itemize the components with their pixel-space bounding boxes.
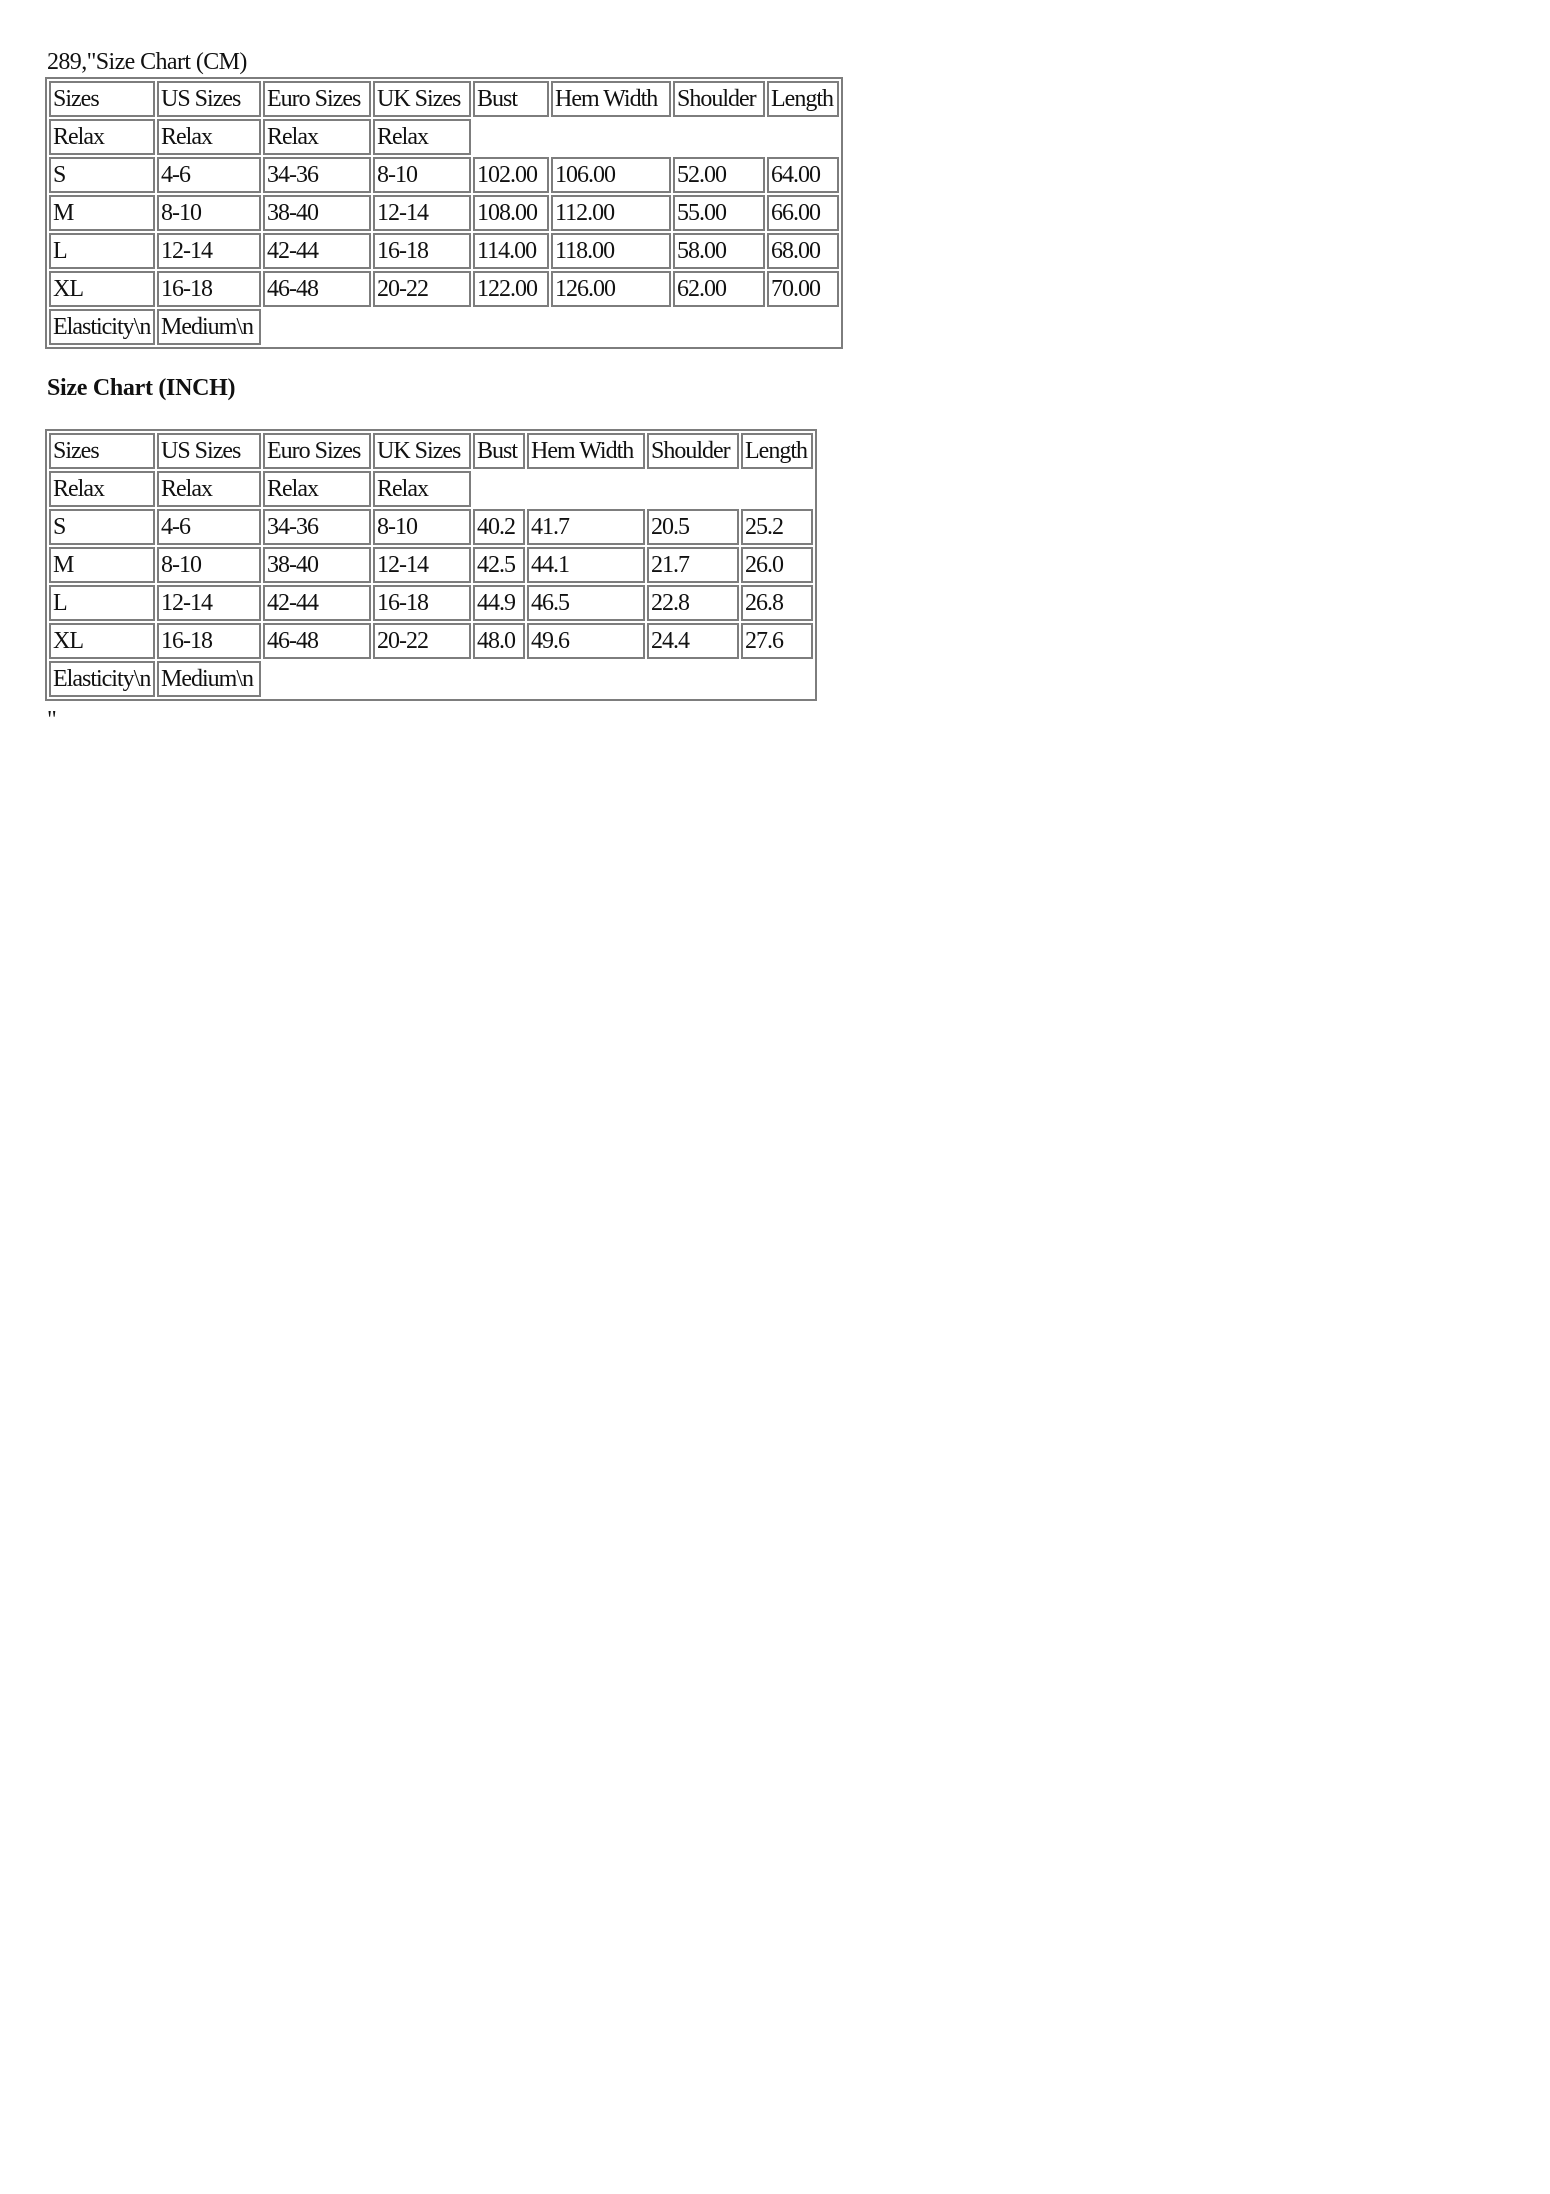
table-cell: 48.0 [473,623,525,659]
table-row [49,623,813,659]
table-cell: 112.00 [551,195,671,231]
empty-cell [263,309,839,345]
header-cell: Sizes [49,81,155,117]
table-cell: L [49,585,155,621]
table-cell: 8-10 [157,547,261,583]
table-cell: 8-10 [373,509,471,545]
table-cell: 55.00 [673,195,765,231]
table-cell: 21.7 [647,547,739,583]
table-cell: 62.00 [673,271,765,307]
header-cell: Length [741,433,813,469]
elasticity-value-cell: Medium\n [157,661,261,697]
header-cell: UK Sizes [373,433,471,469]
table-cell: 20-22 [373,623,471,659]
elasticity-label-cell: Elasticity\n [49,661,155,697]
table-cell: 108.00 [473,195,549,231]
table-cell: 26.8 [741,585,813,621]
table-cell: L [49,233,155,269]
table-cell: 16-18 [373,585,471,621]
header-cell: Bust [473,81,549,117]
table-cell: 8-10 [157,195,261,231]
relax-cell: Relax [49,119,155,155]
inch-chart-heading: Size Chart (INCH) [47,375,236,401]
relax-row [49,119,839,155]
table-row [49,585,813,621]
relax-cell: Relax [263,471,371,507]
table-cell: 12-14 [373,547,471,583]
table-cell: 66.00 [767,195,839,231]
relax-cell: Relax [157,119,261,155]
table-cell: 44.9 [473,585,525,621]
table-cell: 44.1 [527,547,645,583]
table-cell: 22.8 [647,585,739,621]
relax-cell: Relax [373,119,471,155]
intro-line: 289,"Size Chart (CM) [47,49,247,75]
header-cell: Hem Width [551,81,671,117]
table-cell: 41.7 [527,509,645,545]
table-cell: 46.5 [527,585,645,621]
table-cell: 4-6 [157,509,261,545]
table-cell: 68.00 [767,233,839,269]
table-cell: 26.0 [741,547,813,583]
table-cell: 12-14 [373,195,471,231]
table-cell: 102.00 [473,157,549,193]
table-cell: 46-48 [263,623,371,659]
table-row [49,271,839,307]
empty-cell [473,471,813,507]
table-header-row [49,81,839,117]
table-row [49,233,839,269]
table-cell: 42.5 [473,547,525,583]
table-cell: 34-36 [263,157,371,193]
relax-cell: Relax [49,471,155,507]
table-row [49,157,839,193]
table-cell: XL [49,623,155,659]
table-cell: 122.00 [473,271,549,307]
header-cell: UK Sizes [373,81,471,117]
table-cell: 64.00 [767,157,839,193]
table-cell: 58.00 [673,233,765,269]
relax-cell: Relax [157,471,261,507]
table-cell: 4-6 [157,157,261,193]
header-cell: US Sizes [157,433,261,469]
table-cell: S [49,157,155,193]
relax-cell: Relax [263,119,371,155]
table-cell: 16-18 [373,233,471,269]
header-cell: Length [767,81,839,117]
table-header-row [49,433,813,469]
table-cell: 24.4 [647,623,739,659]
table-cell: M [49,547,155,583]
relax-row [49,471,813,507]
table-cell: XL [49,271,155,307]
relax-cell: Relax [373,471,471,507]
header-cell: Sizes [49,433,155,469]
table-cell: 46-48 [263,271,371,307]
table-cell: 27.6 [741,623,813,659]
table-cell: 126.00 [551,271,671,307]
table-cell: 20.5 [647,509,739,545]
table-cell: 114.00 [473,233,549,269]
table-cell: 42-44 [263,585,371,621]
empty-cell [263,661,813,697]
table-cell: 20-22 [373,271,471,307]
table-cell: 70.00 [767,271,839,307]
table-cell: 34-36 [263,509,371,545]
elasticity-label-cell: Elasticity\n [49,309,155,345]
table-row [49,509,813,545]
table-cell: 12-14 [157,233,261,269]
table-cell: 40.2 [473,509,525,545]
closing-quote: " [47,707,57,733]
table-cell: 38-40 [263,195,371,231]
table-row [49,195,839,231]
header-cell: Bust [473,433,525,469]
table-cell: 16-18 [157,271,261,307]
table-row [49,547,813,583]
table-cell: 38-40 [263,547,371,583]
table-cell: 8-10 [373,157,471,193]
size-chart-cm-table [45,77,843,349]
size-chart-inch-table [45,429,817,701]
table-cell: 25.2 [741,509,813,545]
header-cell: Hem Width [527,433,645,469]
table-cell: 12-14 [157,585,261,621]
table-cell: 49.6 [527,623,645,659]
table-cell: 52.00 [673,157,765,193]
table-cell: 106.00 [551,157,671,193]
document-page [47,47,1497,735]
table-cell: M [49,195,155,231]
table-cell: 42-44 [263,233,371,269]
header-cell: Shoulder [647,433,739,469]
header-cell: Euro Sizes [263,81,371,117]
elasticity-row [49,661,813,697]
header-cell: Shoulder [673,81,765,117]
table-cell: 118.00 [551,233,671,269]
table-cell: 16-18 [157,623,261,659]
elasticity-row [49,309,839,345]
elasticity-value-cell: Medium\n [157,309,261,345]
table-cell: S [49,509,155,545]
header-cell: US Sizes [157,81,261,117]
empty-cell [473,119,839,155]
header-cell: Euro Sizes [263,433,371,469]
